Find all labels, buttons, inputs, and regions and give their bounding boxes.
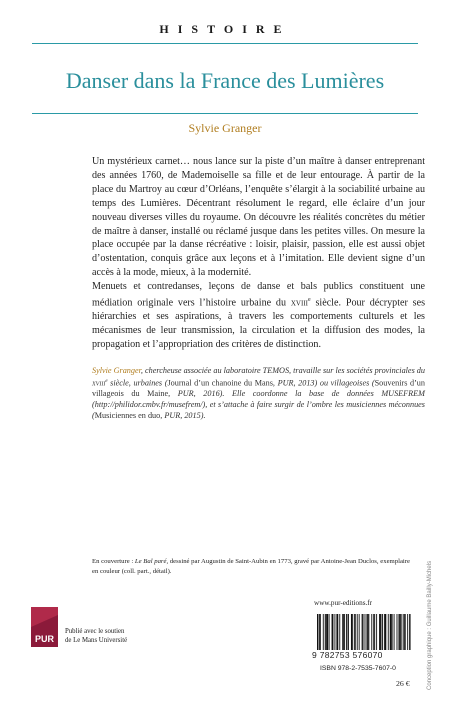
barcode-bar [367,614,368,650]
barcode-bar [391,614,392,650]
barcode-bar [317,614,318,650]
author-bio [92,366,425,422]
barcode-bar [354,614,355,650]
century-superscript: e [105,378,108,384]
isbn-barcode [317,614,412,650]
blurb-paragraph: Un mystérieux carnet… nous lance sur la piste d’un maître à danser entreprenant des années 1760, de Mademoiselle sa fille et de leur entourage. À partir de la place du Martroy au cœur d’Orléans, l’enquête s’élargit à la sociabilité urbaine au temps des Lumières. Décentrant résolument le regard, elle éclaire d’un jour nouveau diverses villes du royaume. On découvre les réalités concrètes du métier de maître à danser, installé ou réclamé jusque dans les petites villes. On mesure la place occupée par la danse récréative : loisir, plaisir, passion, elle est aussi objet d’ostentation, conquis grâce aux leçons et à l’imitation. Elle devient signe d’un accès à la mode, mieux, à la modernité. [92,156,425,279]
barcode-bar [382,614,383,650]
barcode-bar [337,614,338,650]
book-author: Sylvie Granger [188,121,262,135]
barcode-bar [409,614,410,650]
barcode-bar [355,614,356,650]
barcode-bar [368,614,369,650]
barcode-bar [373,614,374,650]
book-title: Danser dans la France des Lumières [65,68,385,93]
cover-credit-text: , dessiné par Augustin de Saint-Aubin en 1773, gravé par Antoine-Jean Duclos, exemplaire en couleur (coll. part., détail). [92,558,410,575]
bio-text: PUR, 2015). [162,410,206,420]
series-label: HISTOIRE [159,22,291,36]
blurb-paragraph [92,280,425,352]
barcode-bar [407,614,408,650]
barcode-bar [366,614,367,650]
barcode-bar [339,614,340,650]
publisher-website[interactable]: www.pur-editions.fr [314,599,373,607]
barcode-bar [384,614,385,650]
century-numeral: xviii [92,378,106,388]
support-line: de Le Mans Université [65,637,128,644]
barcode-bar [380,614,381,650]
barcode-bar [344,614,345,650]
title-rule [32,113,418,114]
cover-work-title: Le Bal paré [134,558,167,565]
barcode-bar [385,614,386,650]
price: 26 € [396,679,410,688]
barcode-bar [326,614,327,650]
top-rule [32,43,418,44]
barcode-bar [376,614,377,650]
blurb-text: siècle. Pour décrypter ses hiérarchies et ses aspirations, à travers les comportements culturels et les mécanismes de leur transmission, la circulation et la diffusion des modes, la propagation et l’appropriation des critères de distinction. [92,297,426,351]
barcode-bar [401,614,402,650]
support-line: Publié avec le soutien [65,628,125,635]
isbn-number: ISBN 978-2-7535-7607-0 [320,665,396,672]
barcode-bar [343,614,344,650]
barcode-bar [348,614,349,650]
cover-credit [92,557,412,576]
barcode-bar [334,614,335,650]
barcode-bar [333,614,334,650]
barcode-bar [329,614,330,650]
barcode-bar [357,614,358,650]
bio-text: , chercheuse associée au laboratoire TEMOS, travaille sur les sociétés provinciales du [140,366,425,375]
barcode-bar [342,614,343,650]
bio-book-title: Souvenirs d’un villageois du Maine, [92,378,425,399]
design-credit-text: Conception graphique : Guillaume Bailly-Michels [427,560,433,690]
barcode-bar [397,614,398,650]
barcode-bar [394,614,395,650]
barcode-bar [371,614,372,650]
barcode-bar [398,614,399,650]
barcode-bar [320,614,321,650]
barcode-bar [359,614,360,650]
barcode-bar [399,614,400,650]
support-notice [65,627,127,645]
cover-credit-prefix: En couverture : [92,558,135,565]
barcode-bar [346,614,347,650]
bio-author-name: Sylvie Granger [92,366,141,375]
barcode-bar [392,614,393,650]
barcode-bar [365,614,366,650]
barcode-bar [404,614,405,650]
blurb-text: Menuets et contredanses, leçons de danse et bals publics constituent une médiation originale vers l’histoire urbaine du [92,281,425,309]
publisher-logo-text: PUR [34,634,54,644]
barcode-bar [403,614,404,650]
bio-text: PUR, 2013) ou villageoises ( [274,378,375,388]
bio-text: siècle, urbaines ( [107,378,168,388]
barcode-bar [379,614,380,650]
century-superscript: e [307,297,311,304]
barcode-bar [319,614,320,650]
bio-book-title: Journal d’un chanoine du Mans, [167,378,275,388]
barcode-bar [325,614,326,650]
barcode-bar [363,614,364,650]
bio-text: PUR, 2016). Elle coordonne la base de données MUSEFREM (http://philidor.cmbv.fr/musefrem/), et s’attache à faire surgir de l’ombre les musiciennes méconnues ( [92,389,425,420]
barcode-bar [327,614,328,650]
back-cover-blurb [92,155,425,352]
barcode-bar [362,614,363,650]
publisher-logo-mark [31,607,58,627]
design-credit [423,520,437,690]
barcode-bar [352,614,353,650]
barcode-bar [374,614,375,650]
barcode-bar [323,614,324,650]
bio-book-title: Musiciennes en duo, [94,410,163,420]
barcode-bar [388,614,389,650]
barcode-digits: 9 782753 576070 [312,650,383,660]
century-numeral: xviii [290,297,308,309]
